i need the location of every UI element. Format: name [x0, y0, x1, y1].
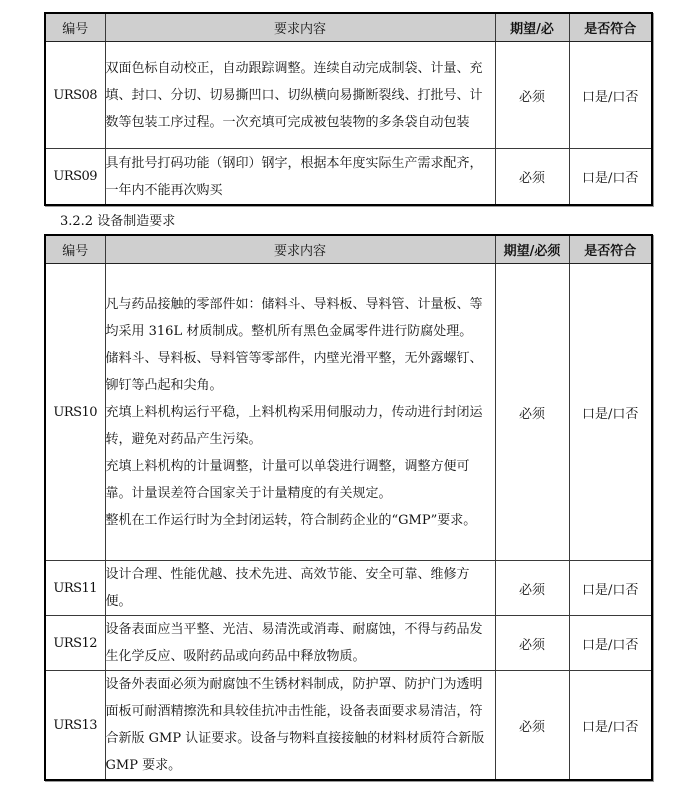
table-row: [45, 671, 652, 781]
content-paragraph: 双面色标自动校正，自动跟踪调整。连续自动完成制袋、计量、充填、封口、分切、切易撕凹口、切纵横向易撕断裂线、打批号、计数等包装工序过程。一次充填可完成被包装物的多条袋自动包装: [105, 60, 483, 130]
row-id: URS12: [45, 616, 105, 671]
content-paragraph: 设备表面应当平整、光洁、易清洗或消毒、耐腐蚀，不得与药品发生化学反应、吸附药品或向药品中释放物质。: [105, 622, 483, 664]
row-id: URS11: [45, 561, 105, 616]
header-compliance: 是否符合: [569, 13, 652, 42]
row-id: URS13: [45, 671, 105, 781]
section-heading: 3.2.2 设备制造要求: [60, 214, 176, 229]
requirements-table-1: [44, 12, 653, 206]
row-content: [105, 671, 495, 781]
row-compliance-checkbox[interactable]: 口是/口否: [569, 264, 652, 561]
row-compliance-checkbox[interactable]: 口是/口否: [569, 42, 652, 149]
header-content: 要求内容: [105, 13, 495, 42]
header-id: 编号: [45, 235, 105, 264]
header-id: 编号: [45, 13, 105, 42]
header-requirement: 期望/必: [495, 13, 569, 42]
row-requirement: 必须: [495, 561, 569, 616]
row-content: [105, 149, 495, 206]
table-header-row: [45, 13, 652, 42]
row-id: URS09: [45, 149, 105, 206]
table-row: [45, 264, 652, 561]
row-compliance-checkbox[interactable]: 口是/口否: [569, 561, 652, 616]
table-row: [45, 561, 652, 616]
row-compliance-checkbox[interactable]: 口是/口否: [569, 149, 652, 206]
row-id: URS10: [45, 264, 105, 561]
content-paragraph: 具有批号打码功能（钢印）钢字，根据本年度实际生产需求配齐，一年内不能再次购买: [105, 155, 483, 198]
content-paragraph: 凡与药品接触的零部件如：储料斗、导料板、导料管、计量板、等均采用 316L 材质制成。整机所有黑色金属零件进行防腐处理。: [105, 296, 483, 339]
table-row: [45, 616, 652, 671]
content-paragraph: 储料斗、导料板、导料管等零部件，内壁光滑平整，无外露螺钉、铆钉等凸起和尖角。: [105, 350, 483, 393]
row-compliance-checkbox[interactable]: 口是/口否: [569, 616, 652, 671]
header-requirement: 期望/必须: [495, 235, 569, 264]
row-requirement: 必须: [495, 671, 569, 781]
row-requirement: 必须: [495, 149, 569, 206]
content-paragraph: 整机在工作运行时为全封闭运转，符合制药企业的“GMP”要求。: [105, 512, 477, 528]
row-content: [105, 616, 495, 671]
row-requirement: 必须: [495, 616, 569, 671]
content-paragraph: 充填上料机构的计量调整，计量可以单袋进行调整，调整方便可靠。计量误差符合国家关于计量精度的有关规定。: [105, 458, 470, 501]
row-content: [105, 264, 495, 561]
table-row: [45, 149, 652, 206]
row-id: URS08: [45, 42, 105, 149]
content-paragraph: 充填上料机构运行平稳，上料机构采用伺服动力，传动进行封闭运转，避免对药品产生污染。: [105, 404, 483, 447]
table-header-row: [45, 235, 652, 264]
header-content: 要求内容: [105, 235, 495, 264]
row-content: [105, 561, 495, 616]
content-paragraph: 设备外表面必须为耐腐蚀不生锈材料制成，防护罩、防护门为透明面板可耐酒精擦洗和具较佳抗冲击性能，设备表面要求易清洁，符合新版 GMP 认证要求。设备与物料直接接触的材料材质符合新版 GMP 要求。: [105, 677, 485, 773]
requirements-table-2: [44, 234, 653, 781]
row-content: [105, 42, 495, 149]
table-row: [45, 42, 652, 149]
row-requirement: 必须: [495, 42, 569, 149]
header-compliance: 是否符合: [569, 235, 652, 264]
content-paragraph: 设计合理、性能优越、技术先进、高效节能、安全可靠、维修方便。: [105, 567, 470, 609]
row-requirement: 必须: [495, 264, 569, 561]
row-compliance-checkbox[interactable]: 口是/口否: [569, 671, 652, 781]
